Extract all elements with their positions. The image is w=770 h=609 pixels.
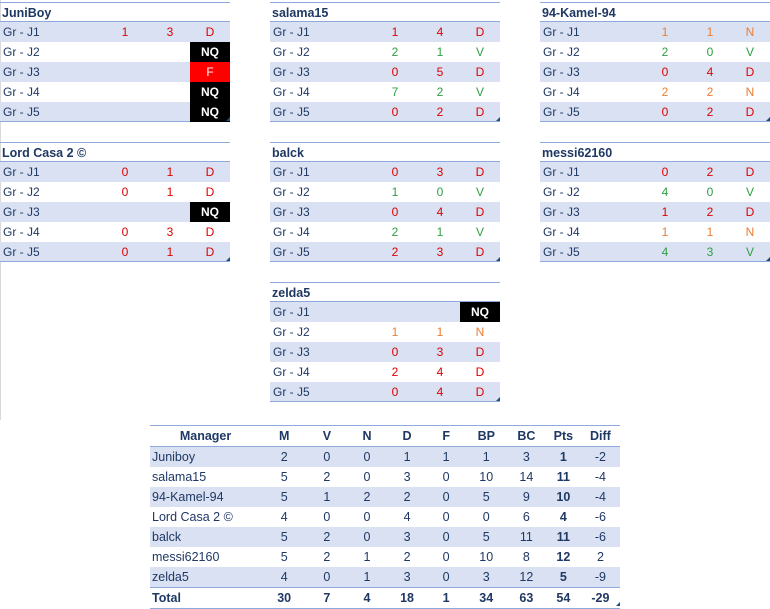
matchday-label: Gr - J2 [273, 45, 310, 59]
match-row [270, 22, 500, 42]
matchday-label: Gr - J4 [273, 225, 310, 239]
cell-m: 5 [280, 470, 288, 484]
goals-against: 0 [706, 45, 714, 59]
matchday-label: Gr - J2 [3, 185, 40, 199]
match-result-badge: N [475, 325, 485, 339]
matchday-label: Gr - J5 [273, 105, 310, 119]
cell-manager: Lord Casa 2 © [152, 510, 233, 524]
cell-diff: -9 [594, 570, 606, 584]
match-row [0, 22, 230, 42]
col-header-diff: Diff [581, 426, 620, 447]
player-name: balck [270, 142, 500, 162]
goals-for: 2 [391, 245, 399, 259]
match-row [540, 42, 770, 62]
cell-manager: zelda5 [152, 570, 189, 584]
match-result-badge: NQ [190, 202, 230, 222]
goals-against: 1 [166, 185, 174, 199]
cell-manager: messi62160 [152, 550, 220, 564]
cell-n: 0 [363, 510, 371, 524]
matchday-label: Gr - J4 [3, 225, 40, 239]
matchday-label: Gr - J3 [273, 345, 310, 359]
table-resize-handle-icon[interactable] [496, 117, 500, 121]
goals-for: 1 [391, 25, 399, 39]
match-row [540, 202, 770, 222]
match-result-badge: NQ [190, 42, 230, 62]
cell-n: 0 [363, 450, 371, 464]
match-row [0, 102, 230, 122]
matchday-label: Gr - J3 [543, 205, 580, 219]
match-row [0, 202, 230, 222]
goals-against: 4 [436, 365, 444, 379]
goals-for: 0 [661, 65, 669, 79]
cell-f: 0 [442, 550, 450, 564]
cell-d: 3 [403, 470, 411, 484]
col-header-v: V [307, 426, 346, 447]
matchday-label: Gr - J4 [273, 365, 310, 379]
goals-for: 0 [121, 245, 129, 259]
matchday-label: Gr - J1 [543, 165, 580, 179]
col-header-manager: Manager [150, 426, 261, 447]
player-block-messi62160 [540, 142, 770, 262]
cell-m: 4 [280, 570, 288, 584]
goals-against: 1 [166, 165, 174, 179]
match-result-badge: D [475, 245, 485, 259]
goals-against: 2 [706, 105, 714, 119]
match-result-badge: N [745, 25, 755, 39]
goals-for: 0 [391, 205, 399, 219]
match-row [540, 82, 770, 102]
cell-d: 2 [403, 550, 411, 564]
match-result-badge: D [205, 225, 215, 239]
goals-against: 3 [706, 245, 714, 259]
goals-against: 0 [706, 185, 714, 199]
cell-m: 2 [280, 450, 288, 464]
goals-for: 1 [661, 225, 669, 239]
cell-f: 0 [442, 510, 450, 524]
goals-for: 0 [391, 385, 399, 399]
goals-for: 0 [121, 185, 129, 199]
cell-pts: 11 [556, 530, 570, 544]
match-row [540, 62, 770, 82]
player-name: salama15 [270, 2, 500, 22]
goals-against: 1 [436, 325, 444, 339]
goals-for: 2 [391, 365, 399, 379]
table-resize-handle-icon[interactable] [766, 257, 770, 261]
matchday-label: Gr - J2 [543, 185, 580, 199]
match-result-badge: D [475, 165, 485, 179]
matchday-label: Gr - J2 [3, 45, 40, 59]
cell-diff: -2 [594, 450, 606, 464]
matchday-label: Gr - J3 [273, 205, 310, 219]
match-row [270, 42, 500, 62]
match-row [0, 82, 230, 102]
goals-against: 1 [706, 25, 714, 39]
match-row [0, 222, 230, 242]
matchday-label: Gr - J5 [543, 105, 580, 119]
cell-diff: -6 [594, 530, 606, 544]
match-row [0, 242, 230, 262]
cell-bp: 5 [482, 530, 490, 544]
match-row [0, 42, 230, 62]
total-bp: 34 [466, 588, 507, 609]
goals-against: 3 [436, 165, 444, 179]
goals-for: 1 [121, 25, 129, 39]
table-resize-handle-icon[interactable] [766, 117, 770, 121]
match-row [270, 102, 500, 122]
goals-against: 2 [706, 85, 714, 99]
cell-d: 4 [403, 510, 411, 524]
cell-v: 0 [323, 450, 331, 464]
goals-against: 3 [436, 345, 444, 359]
goals-for: 1 [661, 25, 669, 39]
goals-against: 2 [436, 85, 444, 99]
match-row [540, 182, 770, 202]
table-resize-handle-icon[interactable] [496, 257, 500, 261]
match-row [540, 222, 770, 242]
goals-for: 4 [661, 245, 669, 259]
cell-f: 0 [442, 530, 450, 544]
cell-v: 1 [323, 490, 331, 504]
cell-v: 2 [323, 530, 331, 544]
cell-v: 2 [323, 470, 331, 484]
match-result-badge: D [745, 165, 755, 179]
cell-m: 5 [280, 530, 288, 544]
goals-against: 3 [166, 25, 174, 39]
col-header-d: D [388, 426, 427, 447]
cell-pts: 10 [556, 490, 571, 504]
goals-against: 1 [436, 225, 444, 239]
cell-pts: 5 [559, 570, 567, 584]
matchday-label: Gr - J1 [273, 305, 310, 319]
goals-for: 0 [121, 165, 129, 179]
player-block-94-kamel-94 [540, 2, 770, 122]
player-name: Lord Casa 2 © [0, 142, 230, 162]
cell-bp: 0 [482, 510, 490, 524]
matchday-label: Gr - J5 [273, 385, 310, 399]
standings-table-frame [150, 425, 620, 606]
goals-against: 2 [436, 105, 444, 119]
match-result-badge: NQ [190, 102, 230, 122]
match-result-badge: D [205, 165, 215, 179]
match-result-badge: D [205, 245, 215, 259]
matchday-label: Gr - J2 [273, 185, 310, 199]
total-m: 30 [261, 588, 307, 609]
goals-against: 4 [706, 65, 714, 79]
match-result-badge: D [205, 25, 215, 39]
col-header-m: M [261, 426, 307, 447]
total-d: 18 [388, 588, 427, 609]
player-block-zelda5 [270, 282, 500, 402]
matchday-label: Gr - J1 [273, 25, 310, 39]
cell-bc: 3 [522, 450, 530, 464]
match-result-badge: D [475, 385, 485, 399]
cell-bc: 14 [519, 470, 534, 484]
cell-n: 1 [363, 570, 371, 584]
goals-for: 0 [391, 105, 399, 119]
cell-bc: 6 [522, 510, 530, 524]
match-row [540, 242, 770, 262]
match-result-badge: V [475, 225, 484, 239]
match-result-badge: D [475, 365, 485, 379]
goals-for: 1 [391, 185, 399, 199]
match-row [270, 362, 500, 382]
goals-against: 1 [166, 245, 174, 259]
col-header-pts: Pts [546, 426, 581, 447]
match-row [0, 62, 230, 82]
table-resize-handle-icon[interactable] [616, 602, 620, 606]
goals-against: 2 [706, 165, 714, 179]
match-result-badge: D [475, 105, 485, 119]
cell-bp: 3 [482, 570, 490, 584]
match-result-badge: V [745, 245, 754, 259]
match-result-badge: N [745, 85, 755, 99]
cell-m: 5 [280, 550, 288, 564]
goals-against: 5 [436, 65, 444, 79]
goals-against: 4 [436, 205, 444, 219]
match-result-badge: N [745, 225, 755, 239]
match-result-badge: V [475, 185, 484, 199]
matchday-label: Gr - J3 [3, 65, 40, 79]
goals-against: 1 [436, 45, 444, 59]
match-row [270, 82, 500, 102]
cell-d: 2 [403, 490, 411, 504]
total-v: 7 [307, 588, 346, 609]
goals-against: 3 [436, 245, 444, 259]
match-result-badge: D [205, 185, 215, 199]
total-diff: -29 [581, 588, 620, 609]
matchday-label: Gr - J1 [543, 25, 580, 39]
matchday-label: Gr - J4 [273, 85, 310, 99]
cell-n: 1 [363, 550, 371, 564]
player-block-balck [270, 142, 500, 262]
cell-v: 2 [323, 550, 331, 564]
cell-bc: 11 [519, 530, 533, 544]
goals-against: 4 [436, 385, 444, 399]
cell-d: 1 [403, 450, 411, 464]
cell-f: 0 [442, 470, 450, 484]
cell-f: 1 [442, 450, 450, 464]
cell-m: 4 [280, 510, 288, 524]
matchday-label: Gr - J4 [543, 85, 580, 99]
cell-n: 0 [363, 530, 371, 544]
match-row [270, 242, 500, 262]
cell-bc: 9 [522, 490, 530, 504]
matchday-label: Gr - J1 [273, 165, 310, 179]
cell-diff: -4 [594, 470, 606, 484]
goals-for: 0 [391, 65, 399, 79]
player-name: JuniBoy [0, 2, 230, 22]
cell-pts: 11 [556, 470, 570, 484]
matchday-label: Gr - J5 [273, 245, 310, 259]
cell-diff: -4 [594, 490, 606, 504]
col-header-f: F [427, 426, 466, 447]
cell-pts: 12 [556, 550, 571, 564]
match-row [540, 22, 770, 42]
goals-for: 2 [391, 45, 399, 59]
match-row [0, 162, 230, 182]
col-header-bc: BC [507, 426, 546, 447]
match-result-badge: D [475, 65, 485, 79]
goals-for: 1 [391, 325, 399, 339]
cell-bp: 1 [482, 450, 490, 464]
goals-against: 0 [436, 185, 444, 199]
match-row [540, 162, 770, 182]
match-result-badge: NQ [460, 302, 500, 322]
cell-n: 0 [363, 470, 371, 484]
cell-f: 0 [442, 570, 450, 584]
cell-pts: 1 [559, 450, 567, 464]
match-row [270, 382, 500, 402]
matchday-label: Gr - J2 [273, 325, 310, 339]
cell-d: 3 [403, 570, 411, 584]
cell-diff: 2 [596, 550, 604, 564]
match-result-badge: V [745, 45, 754, 59]
match-result-badge: V [745, 185, 754, 199]
matchday-label: Gr - J1 [3, 25, 40, 39]
match-result-badge: D [475, 345, 485, 359]
goals-for: 7 [391, 85, 399, 99]
goals-for: 0 [121, 225, 129, 239]
match-row [270, 202, 500, 222]
cell-v: 0 [323, 510, 331, 524]
match-row [270, 182, 500, 202]
cell-v: 0 [323, 570, 331, 584]
matchday-label: Gr - J5 [543, 245, 580, 259]
table-resize-handle-icon[interactable] [496, 397, 500, 401]
cell-manager: balck [152, 530, 182, 544]
player-name: messi62160 [540, 142, 770, 162]
matchday-label: Gr - J4 [543, 225, 580, 239]
match-row [270, 162, 500, 182]
cell-manager: Juniboy [152, 450, 196, 464]
cell-bc: 12 [519, 570, 534, 584]
total-f: 1 [427, 588, 466, 609]
goals-for: 0 [391, 345, 399, 359]
cell-manager: 94-Kamel-94 [152, 490, 224, 504]
total-n: 4 [346, 588, 387, 609]
match-result-badge: D [745, 65, 755, 79]
match-result-badge: D [475, 25, 485, 39]
cell-diff: -6 [594, 510, 606, 524]
match-result-badge: D [745, 205, 755, 219]
match-row [270, 342, 500, 362]
goals-for: 0 [661, 105, 669, 119]
goals-against: 3 [166, 225, 174, 239]
match-result-badge: D [745, 105, 755, 119]
cell-bp: 10 [479, 550, 494, 564]
match-result-badge: V [475, 45, 484, 59]
match-result-badge: NQ [190, 82, 230, 102]
table-resize-handle-icon[interactable] [226, 257, 230, 261]
match-row [540, 102, 770, 122]
goals-against: 1 [706, 225, 714, 239]
matchday-label: Gr - J3 [543, 65, 580, 79]
match-row [270, 62, 500, 82]
cell-bp: 5 [482, 490, 490, 504]
matchday-label: Gr - J3 [273, 65, 310, 79]
cell-f: 0 [442, 490, 450, 504]
goals-for: 1 [661, 205, 669, 219]
cell-manager: salama15 [152, 470, 207, 484]
match-result-badge: D [475, 205, 485, 219]
match-row [270, 322, 500, 342]
goals-for: 2 [661, 45, 669, 59]
total-bc: 63 [507, 588, 546, 609]
table-resize-handle-icon[interactable] [226, 117, 230, 121]
goals-for: 0 [661, 165, 669, 179]
cell-n: 2 [363, 490, 371, 504]
player-name: 94-Kamel-94 [540, 2, 770, 22]
player-block-lord-casa-2 [0, 142, 230, 262]
total-label: Total [150, 588, 261, 609]
matchday-label: Gr - J2 [543, 45, 580, 59]
total-pts: 54 [546, 588, 581, 609]
matchday-label: Gr - J4 [3, 85, 40, 99]
goals-for: 0 [391, 165, 399, 179]
cell-d: 3 [403, 530, 411, 544]
goals-for: 2 [391, 225, 399, 239]
match-row [0, 182, 230, 202]
matchday-label: Gr - J1 [3, 165, 40, 179]
match-row [270, 222, 500, 242]
matchday-label: Gr - J5 [3, 105, 40, 119]
matchday-label: Gr - J3 [3, 205, 40, 219]
goals-against: 2 [706, 205, 714, 219]
player-name: zelda5 [270, 282, 500, 302]
col-header-n: N [346, 426, 387, 447]
cell-bc: 8 [522, 550, 530, 564]
player-block-salama15 [270, 2, 500, 122]
col-header-bp: BP [466, 426, 507, 447]
match-result-badge: F [190, 62, 230, 82]
goals-for: 4 [661, 185, 669, 199]
player-block-juniboy [0, 2, 230, 122]
goals-against: 4 [436, 25, 444, 39]
match-row [270, 302, 500, 322]
match-result-badge: V [475, 85, 484, 99]
cell-m: 5 [280, 490, 288, 504]
goals-for: 2 [661, 85, 669, 99]
cell-pts: 4 [559, 510, 567, 524]
cell-bp: 10 [479, 470, 494, 484]
matchday-label: Gr - J5 [3, 245, 40, 259]
